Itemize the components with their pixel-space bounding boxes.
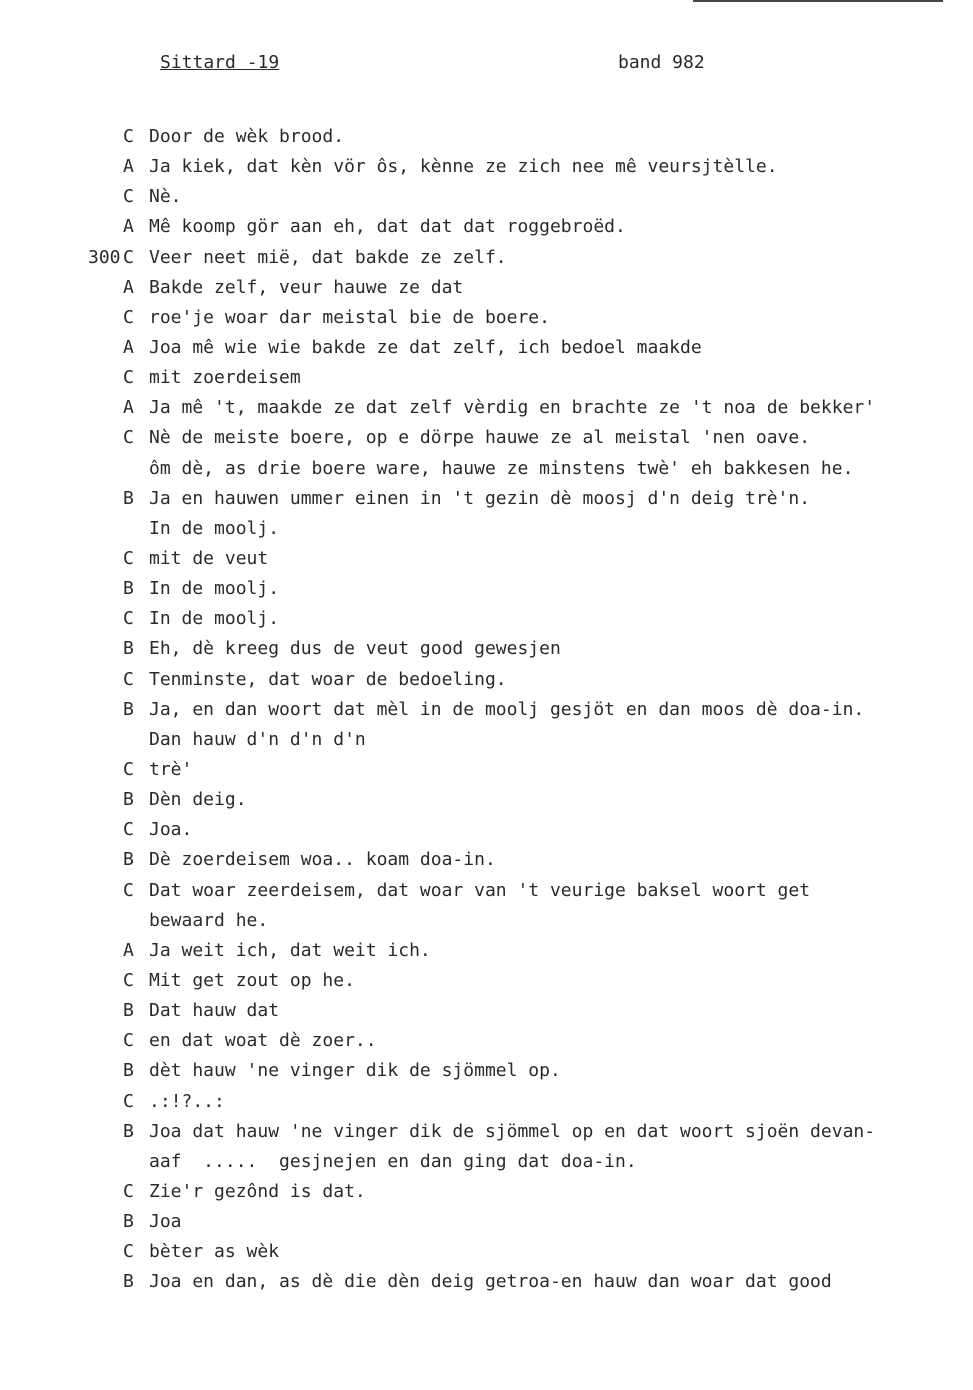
line-text: mit zoerdeisem	[149, 367, 301, 389]
speaker-label: B	[123, 1000, 134, 1022]
speaker-label: C	[123, 427, 134, 449]
transcript	[0, 122, 973, 1297]
speaker-label: C	[123, 1241, 134, 1263]
speaker-label: B	[123, 789, 134, 811]
speaker-label: B	[123, 1060, 134, 1082]
transcript-line	[0, 484, 973, 514]
line-text: Bakde zelf, veur hauwe ze dat	[149, 276, 464, 298]
transcript-line	[0, 996, 973, 1026]
transcript-line	[0, 1087, 973, 1117]
transcript-line	[0, 1026, 973, 1056]
line-text: aaf ..... gesjnejen en dan ging dat doa-in.	[149, 1150, 637, 1172]
line-text: Joa	[149, 1211, 182, 1233]
transcript-line	[0, 1147, 973, 1177]
line-text: Zie'r gezônd is dat.	[149, 1180, 366, 1202]
transcript-line	[0, 604, 973, 634]
transcript-line	[0, 243, 973, 273]
line-text: Ja, en dan woort dat mèl in de moolj gesjöt en dan moos dè doa-in.	[149, 698, 865, 720]
line-text: Joa dat hauw 'ne vinger dik de sjömmel op en dat woort sjoën devan-	[149, 1120, 876, 1142]
line-text: Door de wèk brood.	[149, 126, 345, 147]
speaker-label: C	[123, 608, 134, 630]
speaker-label: A	[123, 276, 134, 298]
transcript-line	[0, 876, 973, 906]
speaker-label: C	[123, 367, 134, 389]
transcript-line	[0, 303, 973, 333]
speaker-label: B	[123, 578, 134, 600]
line-text: Ja en hauwen ummer einen in 't gezin dè moosj d'n deig trè'n.	[149, 487, 811, 509]
line-text: .:!?..:	[149, 1090, 225, 1112]
speaker-label: B	[123, 638, 134, 660]
transcript-line	[0, 1267, 973, 1297]
line-text: Ja kiek, dat kèn vör ôs, kènne ze zich nee mê veursjtèlle.	[149, 156, 778, 178]
top-rule	[693, 0, 943, 2]
line-text: bèter as wèk	[149, 1241, 280, 1263]
transcript-line	[0, 273, 973, 303]
line-text: trè'	[149, 758, 193, 780]
line-text: ôm dè, as drie boere ware, hauwe ze minstens twè' eh bakkesen he.	[149, 457, 854, 479]
transcript-line	[0, 1237, 973, 1267]
line-text: Dan hauw d'n d'n d'n	[149, 728, 366, 750]
line-text: Joa.	[149, 819, 193, 841]
speaker-label: A	[123, 156, 134, 178]
speaker-label: C	[123, 668, 134, 690]
line-text: Mê koomp gör aan eh, dat dat dat roggebroëd.	[149, 216, 626, 238]
line-text: bewaard he.	[149, 909, 269, 931]
line-text: roe'je woar dar meistal bie de boere.	[149, 306, 550, 328]
line-text: dèt hauw 'ne vinger dik de sjömmel op.	[149, 1060, 561, 1082]
transcript-line	[0, 152, 973, 182]
line-number: 300	[88, 246, 121, 268]
speaker-label: B	[123, 1271, 134, 1293]
transcript-line	[0, 212, 973, 242]
transcript-line	[0, 574, 973, 604]
speaker-label: C	[123, 969, 134, 991]
line-text: In de moolj.	[149, 578, 280, 600]
speaker-label: B	[123, 1211, 134, 1233]
speaker-label: C	[123, 1090, 134, 1112]
speaker-label: C	[123, 547, 134, 569]
speaker-label: B	[123, 698, 134, 720]
line-text: Ja mê 't, maakde ze dat zelf vèrdig en brachte ze 't noa de bekker'	[149, 397, 876, 419]
line-text: In de moolj.	[149, 608, 280, 630]
transcript-line	[0, 695, 973, 725]
transcript-line	[0, 454, 973, 484]
speaker-label: C	[123, 1180, 134, 1202]
transcript-line	[0, 815, 973, 845]
speaker-label: C	[123, 186, 134, 208]
line-text: Mit get zout op he.	[149, 969, 355, 991]
line-text: Tenminste, dat woar de bedoeling.	[149, 668, 507, 690]
line-text: In de moolj.	[149, 517, 280, 539]
transcript-line	[0, 1177, 973, 1207]
line-text: Dat woar zeerdeisem, dat woar van 't veurige baksel woort get	[149, 879, 811, 901]
line-text: Joa en dan, as dè die dèn deig getroa-en hauw dan woar dat good	[149, 1271, 832, 1293]
transcript-line	[0, 514, 973, 544]
transcript-line	[0, 755, 973, 785]
transcript-line	[0, 182, 973, 212]
speaker-label: C	[123, 306, 134, 328]
speaker-label: C	[123, 1030, 134, 1052]
speaker-label: A	[123, 216, 134, 238]
page-title: Sittard -19	[160, 52, 280, 73]
line-text: Dat hauw dat	[149, 1000, 280, 1022]
speaker-label: C	[123, 246, 134, 268]
transcript-line	[0, 363, 973, 393]
transcript-line	[0, 665, 973, 695]
transcript-line	[0, 906, 973, 936]
transcript-line	[0, 845, 973, 875]
transcript-line	[0, 423, 973, 453]
transcript-line	[0, 1056, 973, 1086]
transcript-line	[0, 393, 973, 423]
speaker-label: A	[123, 336, 134, 358]
transcript-line	[0, 936, 973, 966]
line-text: Nè.	[149, 186, 182, 208]
speaker-label: B	[123, 849, 134, 871]
line-text: Veer neet mië, dat bakde ze zelf.	[149, 246, 507, 268]
transcript-line	[0, 544, 973, 574]
line-text: Ja weit ich, dat weit ich.	[149, 939, 431, 961]
line-text: Nè de meiste boere, op e dörpe hauwe ze al meistal 'nen oave.	[149, 427, 811, 449]
band-label: band 982	[618, 52, 705, 73]
speaker-label: A	[123, 397, 134, 419]
speaker-label: C	[123, 819, 134, 841]
speaker-label: B	[123, 1120, 134, 1142]
transcript-line	[0, 725, 973, 755]
line-text: Dèn deig.	[149, 789, 247, 811]
transcript-line	[0, 785, 973, 815]
line-text: en dat woat dè zoer..	[149, 1030, 377, 1052]
line-text: Eh, dè kreeg dus de veut good gewesjen	[149, 638, 561, 660]
line-text: Dè zoerdeisem woa.. koam doa-in.	[149, 849, 496, 871]
transcript-line	[0, 634, 973, 664]
transcript-line	[0, 122, 973, 152]
speaker-label: A	[123, 939, 134, 961]
transcript-line	[0, 1117, 973, 1147]
transcript-line	[0, 333, 973, 363]
speaker-label: C	[123, 126, 134, 147]
line-text: Joa mê wie wie bakde ze dat zelf, ich bedoel maakde	[149, 336, 702, 358]
transcript-line	[0, 966, 973, 996]
speaker-label: B	[123, 487, 134, 509]
speaker-label: C	[123, 758, 134, 780]
line-text: mit de veut	[149, 547, 269, 569]
speaker-label: C	[123, 879, 134, 901]
transcript-line	[0, 1207, 973, 1237]
